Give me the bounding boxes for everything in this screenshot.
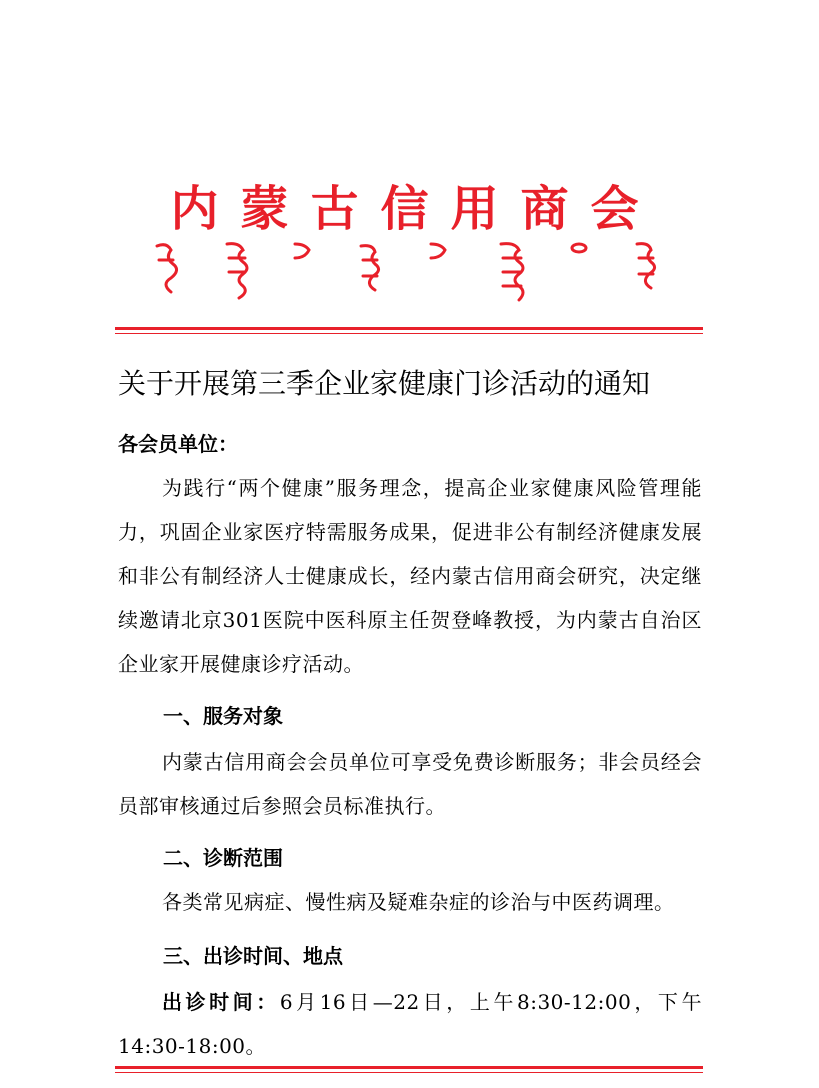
intro-paragraph: 为践行“两个健康”服务理念，提高企业家健康风险管理能力，巩固企业家医疗特需服务成果，促进非公有制经济健康发展和非公有制经济人士健康成长，经内蒙古信用商会研究，决定继续邀请北京301医院中医科原主任贺登峰教授，为内蒙古自治区企业家开展健康诊疗活动。 <box>118 476 702 676</box>
header-divider-thin <box>115 333 703 334</box>
salutation: 各会员单位： <box>118 432 238 456</box>
header-divider-thick <box>115 327 703 330</box>
org-name: 内蒙古信用商会 <box>170 181 661 237</box>
visit-time-label: 出诊时间： <box>162 990 280 1014</box>
section-heading-time-location: 三、出诊时间、地点 <box>163 944 343 968</box>
section-heading-diagnosis-scope: 二、诊断范围 <box>163 846 283 870</box>
section-heading-service-target: 一、服务对象 <box>163 704 283 728</box>
section-body-service-target: 内蒙古信用商会会员单位可享受免费诊断服务；非会员经会员部审核通过后参照会员标准执行。 <box>118 750 702 818</box>
section-body-time-location <box>118 980 702 1068</box>
document-title: 关于开展第三季企业家健康门诊活动的通知 <box>118 367 651 400</box>
footer-divider-thick <box>115 1066 703 1069</box>
footer-divider-thin <box>115 1072 703 1073</box>
visit-time-value: 6月16日—22日，上午8:30-12:00，下午14:30-18:00。 <box>118 990 702 1058</box>
section-body-diagnosis-scope: 各类常见病症、慢性病及疑难杂症的诊治与中医药调理。 <box>162 890 675 914</box>
mongolian-org-name-logo <box>145 238 685 308</box>
